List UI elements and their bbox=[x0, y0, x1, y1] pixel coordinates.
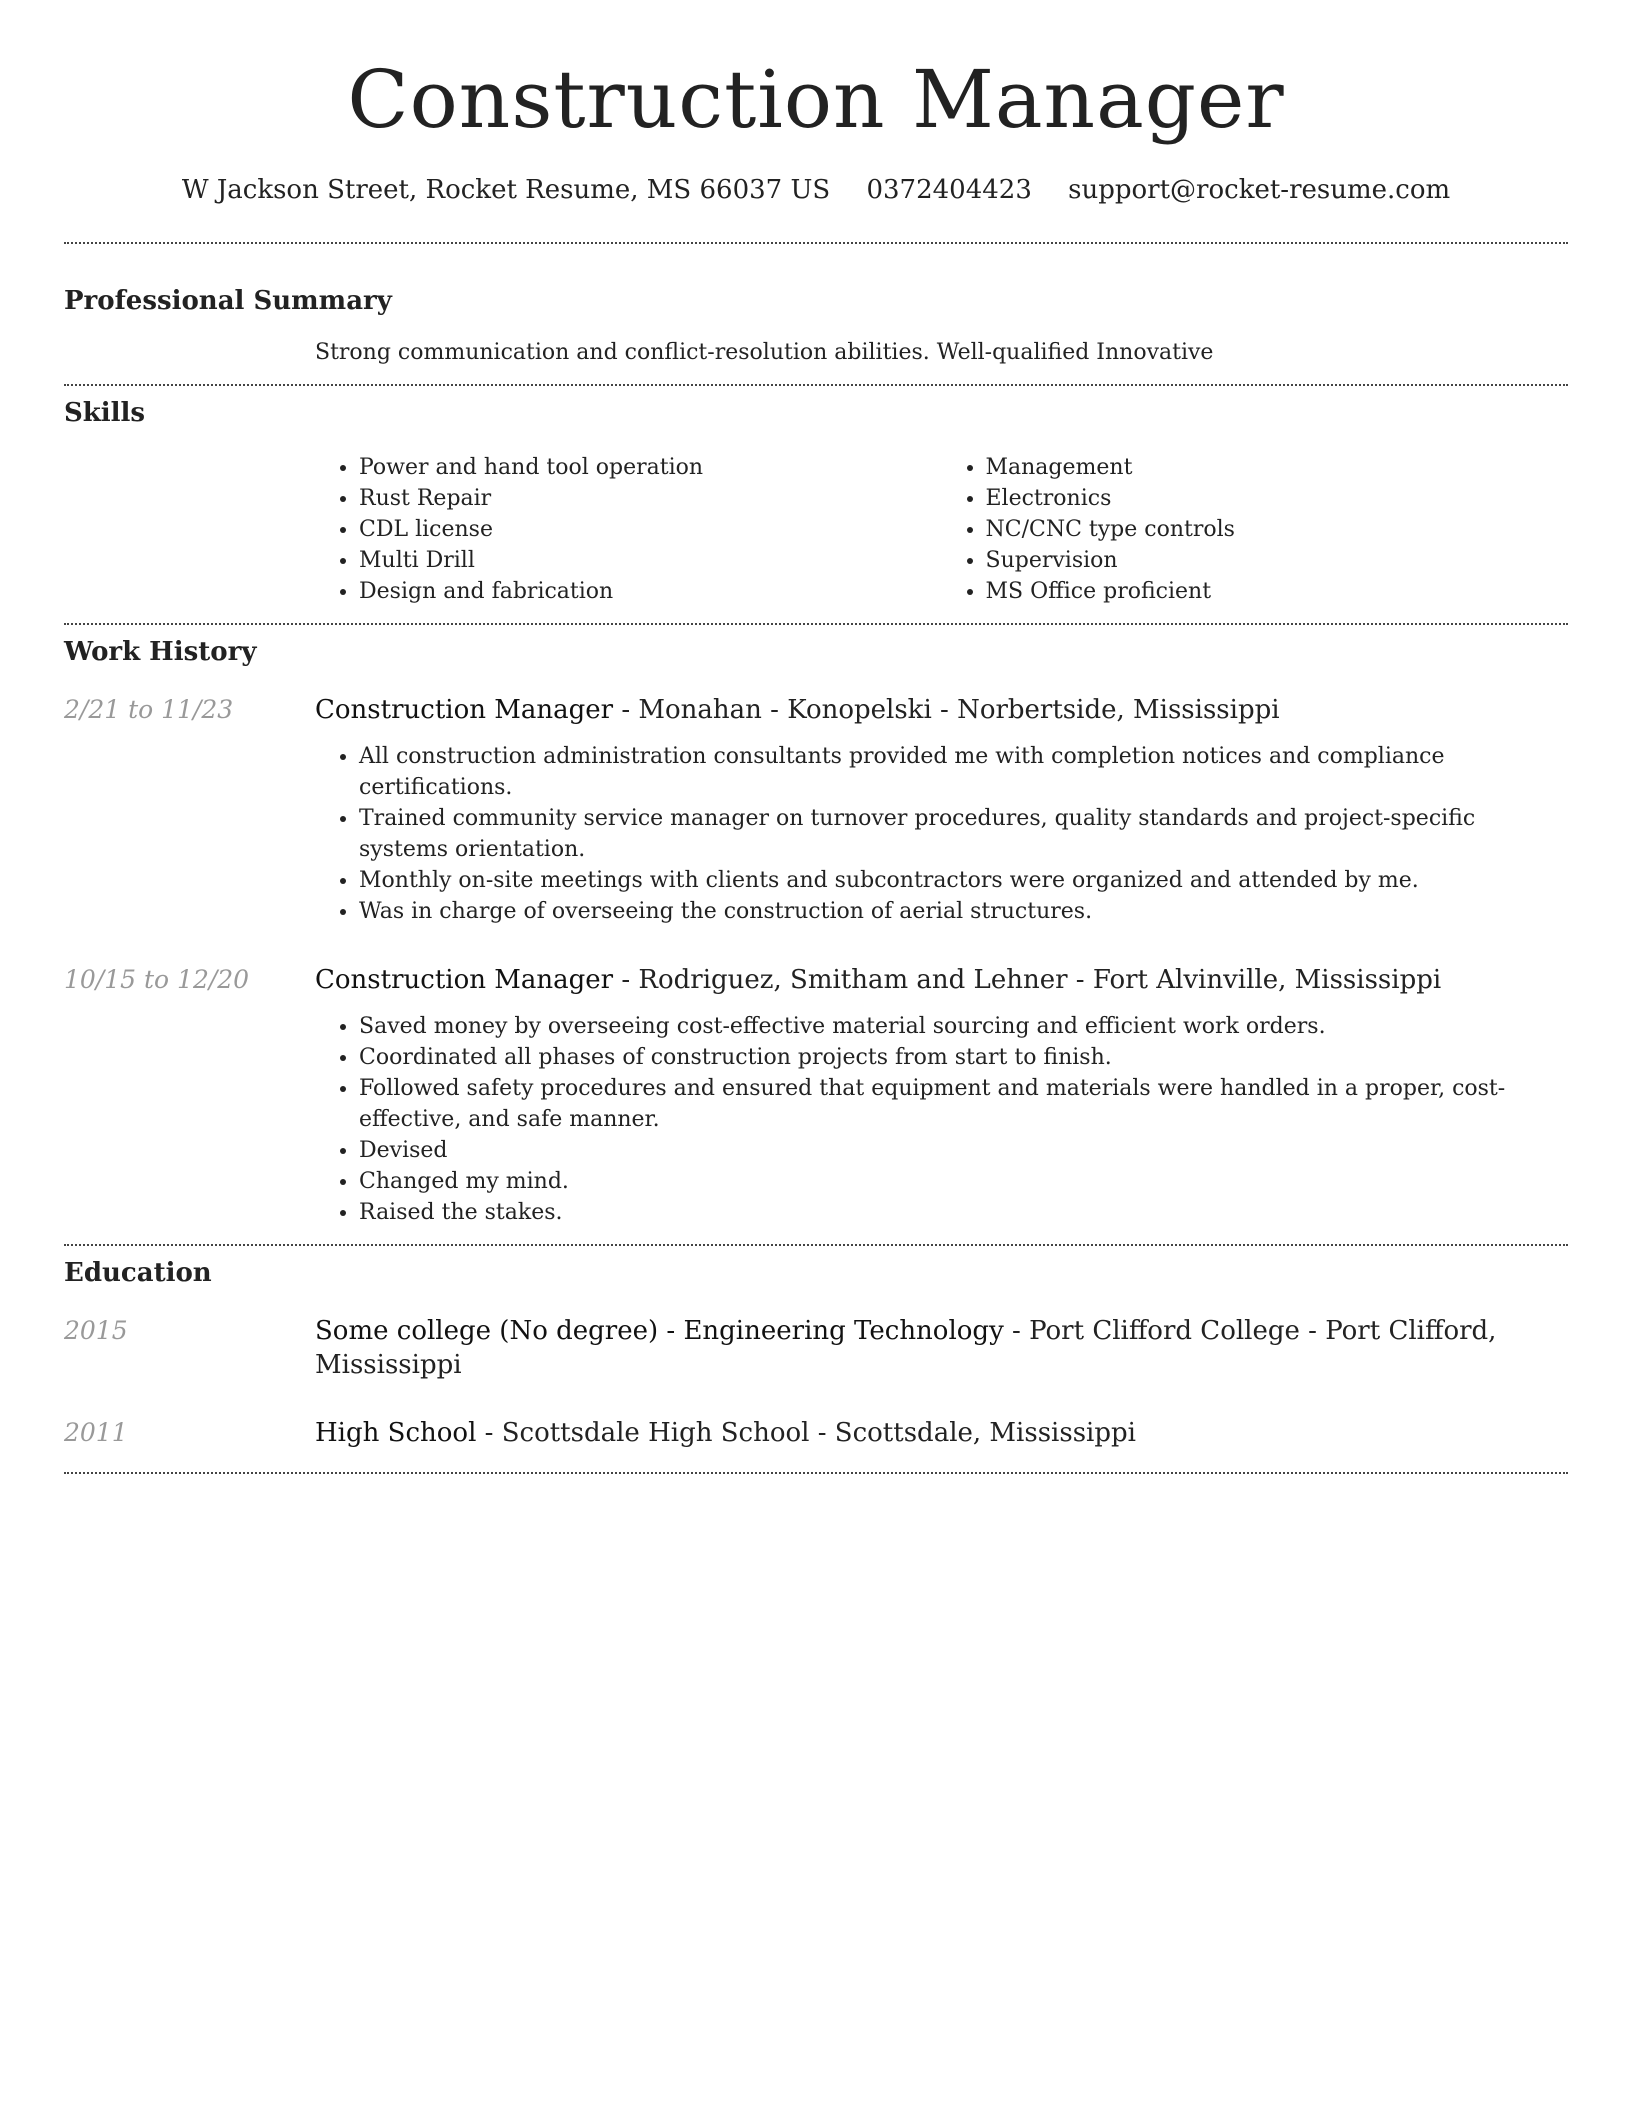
section-title-work: Work History bbox=[64, 637, 257, 667]
education-degree: Some college (No degree) - Engineering Technology bbox=[315, 1316, 1004, 1346]
job-bullet: • Saved money by overseeing cost-effective material sourcing and efficient work orders. bbox=[359, 1011, 1568, 1042]
job-dates: 10/15 to 12/20 bbox=[64, 965, 250, 994]
job-bullet: • Changed my mind. bbox=[359, 1166, 1568, 1197]
skills-list-right bbox=[942, 452, 1569, 607]
skill-item: • Design and fabrication bbox=[359, 576, 942, 607]
skill-item: • Supervision bbox=[986, 545, 1569, 576]
education-entry bbox=[64, 1314, 1568, 1382]
job-bullet: • Followed safety procedures and ensured that equipment and materials were handled in a proper, cost-effective, and safe manner. bbox=[359, 1073, 1568, 1135]
job-bullets bbox=[315, 1011, 1568, 1228]
job-dates: 2/21 to 11/23 bbox=[64, 695, 234, 724]
job-entry bbox=[64, 693, 1568, 927]
contact-phone: 0372404423 bbox=[866, 175, 1032, 205]
section-title-education: Education bbox=[64, 1258, 212, 1288]
skill-item: • Multi Drill bbox=[359, 545, 942, 576]
job-bullet: • Monthly on-site meetings with clients and subcontractors were organized and attended by me. bbox=[359, 865, 1568, 896]
resume-name: Construction Manager bbox=[347, 53, 1285, 146]
job-body bbox=[315, 963, 1568, 1228]
education-section bbox=[64, 1246, 1568, 1450]
job-employer: - Rodriguez, Smitham and Lehner - Fort Alvinville, Mississippi bbox=[613, 965, 1442, 995]
education-degree: High School bbox=[315, 1418, 477, 1448]
summary-text: Strong communication and conflict-resolution abilities. Well-qualified Innovative bbox=[315, 340, 1214, 365]
job-body bbox=[315, 693, 1568, 927]
job-heading bbox=[315, 693, 1568, 727]
job-bullets bbox=[315, 741, 1568, 927]
job-role: Construction Manager bbox=[315, 965, 614, 995]
section-title-skills: Skills bbox=[64, 398, 146, 428]
job-bullet: • Coordinated all phases of construction projects from start to finish. bbox=[359, 1042, 1568, 1073]
job-bullet: • Was in charge of overseeing the construction of aerial structures. bbox=[359, 896, 1568, 927]
education-heading bbox=[315, 1314, 1568, 1382]
job-bullet: • Devised bbox=[359, 1135, 1568, 1166]
skill-item: • MS Office proficient bbox=[986, 576, 1569, 607]
education-heading bbox=[315, 1416, 1568, 1450]
job-heading bbox=[315, 963, 1568, 997]
education-school: - Scottsdale High School - Scottsdale, Mississippi bbox=[476, 1418, 1136, 1448]
skills-section bbox=[64, 386, 1568, 607]
contact-email: support@rocket-resume.com bbox=[1068, 175, 1451, 205]
job-role: Construction Manager bbox=[315, 695, 614, 725]
skill-item: • Rust Repair bbox=[359, 483, 942, 514]
job-bullet: • All construction administration consultants provided me with completion notices and compliance certifications. bbox=[359, 741, 1568, 803]
job-bullet: • Trained community service manager on turnover procedures, quality standards and project-specific systems orientation. bbox=[359, 803, 1568, 865]
job-entry bbox=[64, 963, 1568, 1228]
section-title-summary: Professional Summary bbox=[64, 286, 392, 316]
skills-columns bbox=[315, 452, 1568, 607]
contact-address: W Jackson Street, Rocket Resume, MS 66037 US bbox=[181, 175, 831, 205]
education-year: 2011 bbox=[64, 1418, 128, 1447]
divider bbox=[64, 1472, 1568, 1474]
resume-page bbox=[64, 0, 1568, 1474]
skill-item: • NC/CNC type controls bbox=[986, 514, 1569, 545]
education-entry bbox=[64, 1416, 1568, 1450]
skill-item: • CDL license bbox=[359, 514, 942, 545]
job-employer: - Monahan - Konopelski - Norbertside, Mississippi bbox=[613, 695, 1280, 725]
skill-item: • Management bbox=[986, 452, 1569, 483]
work-section bbox=[64, 625, 1568, 1228]
education-school: - Port Clifford College - Port Clifford, Mississippi bbox=[315, 1316, 1497, 1380]
job-bullet: • Raised the stakes. bbox=[359, 1197, 1568, 1228]
skill-item: • Electronics bbox=[986, 483, 1569, 514]
education-year: 2015 bbox=[64, 1316, 128, 1345]
contact-line bbox=[64, 172, 1568, 208]
skills-list-left bbox=[315, 452, 942, 607]
skill-item: • Power and hand tool operation bbox=[359, 452, 942, 483]
summary-section bbox=[64, 244, 1568, 368]
